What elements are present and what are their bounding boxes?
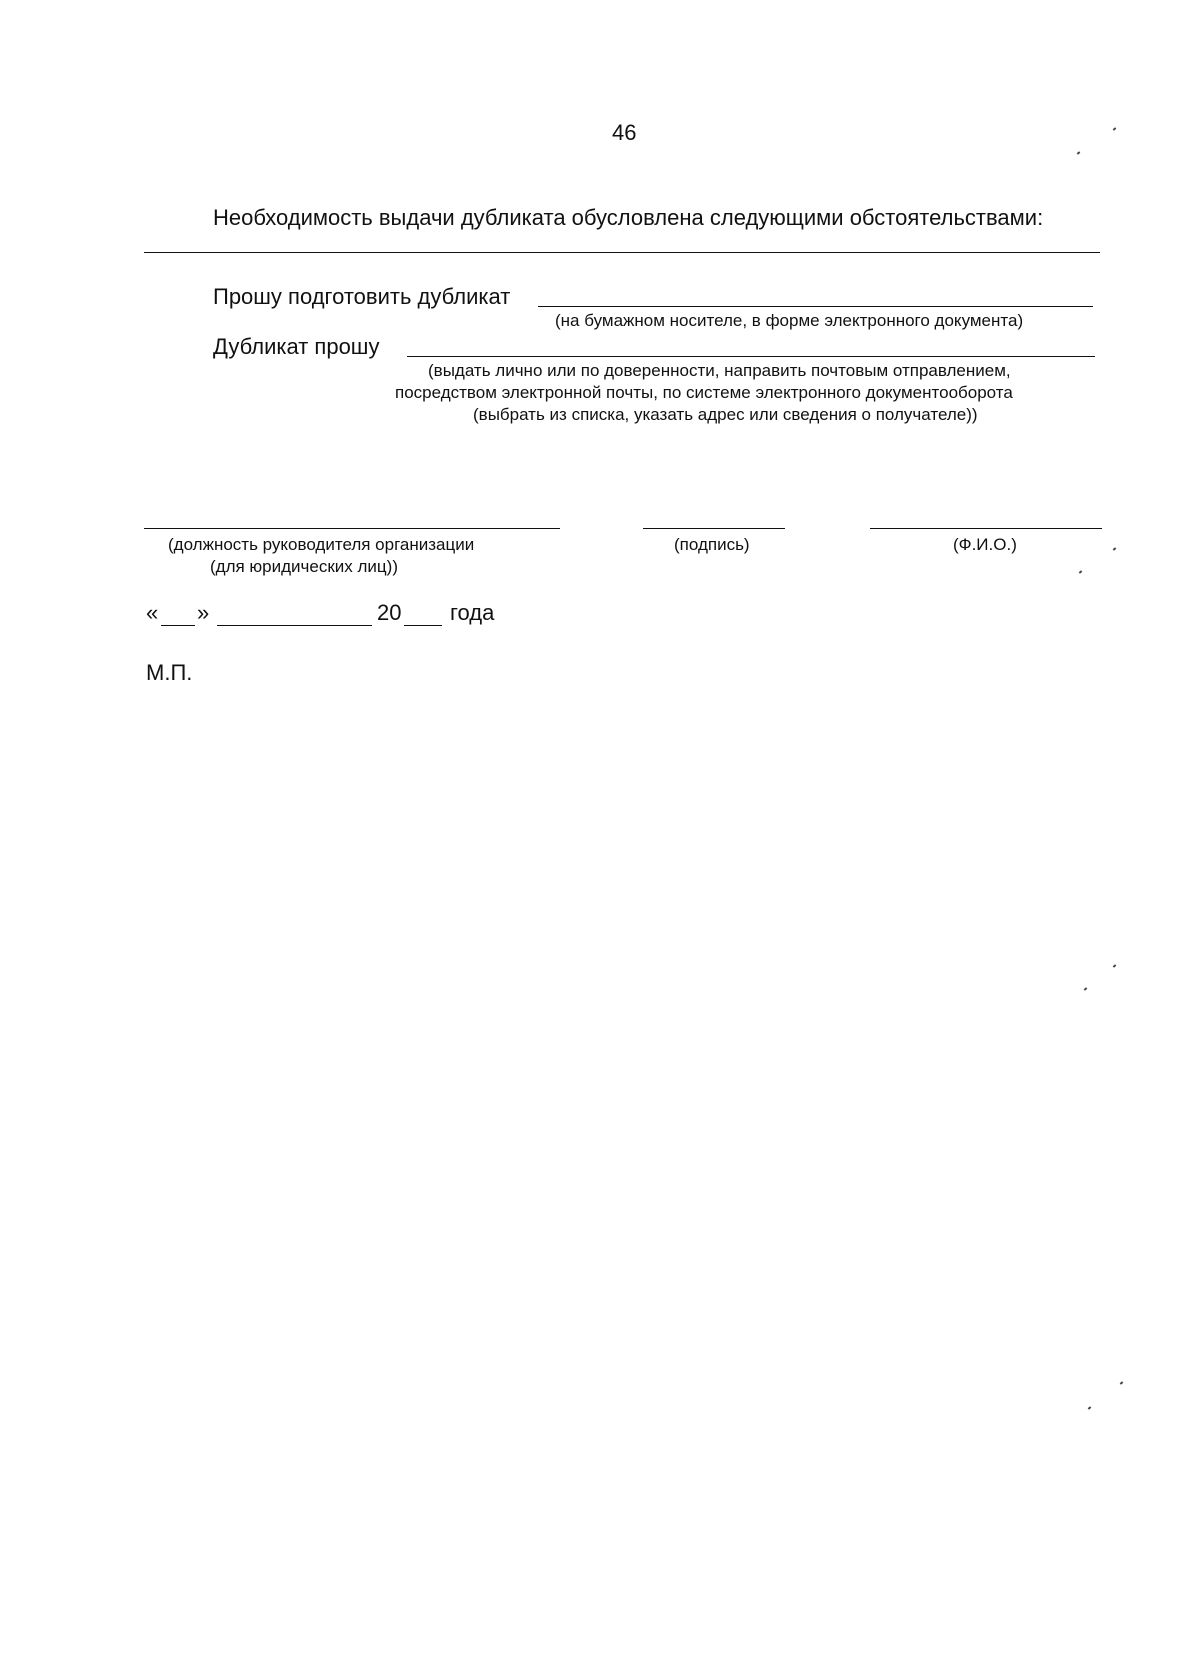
date-year-prefix: 20 xyxy=(377,600,402,625)
page-number: 46 xyxy=(612,120,637,145)
reason-label: Необходимость выдачи дубликата обусловлена следующими обстоятельствами: xyxy=(213,205,1044,230)
prepare-duplicate-label: Прошу подготовить дубликат xyxy=(213,284,511,309)
delivery-hint-line-3: (выбрать из списка, указать адрес или сведения о получателе)) xyxy=(473,405,978,424)
date-year-suffix: года xyxy=(450,600,495,625)
signature-input-line[interactable] xyxy=(643,528,785,529)
prepare-duplicate-hint: (на бумажном носителе, в форме электронного документа) xyxy=(555,311,1024,330)
full-name-input-line[interactable] xyxy=(870,528,1102,529)
delivery-label: Дубликат прошу xyxy=(213,334,380,359)
scan-speck xyxy=(1079,570,1083,573)
date-month-input-line[interactable] xyxy=(217,625,372,626)
reason-input-line[interactable] xyxy=(144,252,1100,253)
position-caption-line-2: (для юридических лиц)) xyxy=(210,557,398,576)
delivery-input-line[interactable] xyxy=(407,356,1095,357)
scan-speck xyxy=(1084,987,1088,990)
scan-speck xyxy=(1113,964,1117,967)
scan-speck xyxy=(1077,151,1081,154)
date-year-input-line[interactable] xyxy=(404,625,442,626)
scan-speck xyxy=(1088,1406,1092,1409)
signature-caption: (подпись) xyxy=(674,535,750,554)
scan-speck xyxy=(1113,547,1117,550)
date-open-quote: « xyxy=(146,600,159,625)
position-input-line[interactable] xyxy=(144,528,560,529)
date-day-input-line[interactable] xyxy=(161,625,195,626)
delivery-hint-line-1: (выдать лично или по доверенности, направить почтовым отправлением, xyxy=(428,361,1011,380)
position-caption-line-1: (должность руководителя организации xyxy=(168,535,475,554)
prepare-duplicate-input-line[interactable] xyxy=(538,306,1093,307)
date-close-quote: » xyxy=(197,600,210,625)
scan-speck xyxy=(1113,127,1117,130)
full-name-caption: (Ф.И.О.) xyxy=(953,535,1017,554)
scan-speck xyxy=(1120,1381,1124,1384)
stamp-label: М.П. xyxy=(146,660,193,685)
delivery-hint-line-2: посредством электронной почты, по системе электронного документооборота xyxy=(395,383,1013,402)
